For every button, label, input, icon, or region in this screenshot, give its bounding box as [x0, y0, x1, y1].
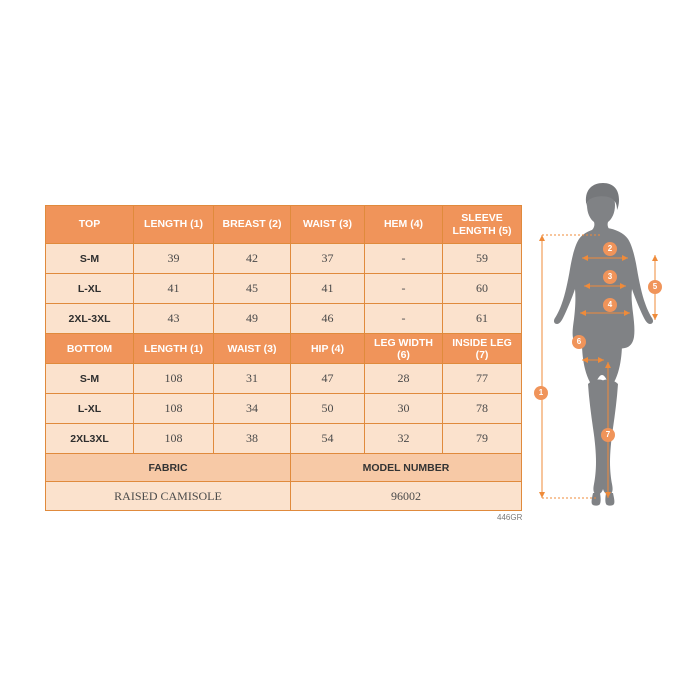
table-row: [46, 364, 522, 394]
cell-length: 108: [134, 364, 214, 394]
product-code: 446GR: [497, 513, 523, 522]
marker-badge-4: 4: [603, 298, 617, 312]
cell-breast: 45: [214, 274, 291, 304]
cell-leg-width: 28: [365, 364, 443, 394]
cell-waist: 41: [291, 274, 365, 304]
measurement-figure: [530, 180, 690, 530]
figure-svg: [530, 180, 690, 530]
cell-hip: 50: [291, 394, 365, 424]
cell-breast: 42: [214, 244, 291, 274]
header-cell-hem: HEM (4): [365, 206, 443, 244]
cell-waist: 31: [214, 364, 291, 394]
row-size-label: L-XL: [46, 394, 134, 424]
cell-sleeve: 59: [443, 244, 522, 274]
cell-waist: 37: [291, 244, 365, 274]
cell-hip: 54: [291, 424, 365, 454]
table-row: [46, 304, 522, 334]
cell-waist: 34: [214, 394, 291, 424]
header-cell-top: TOP: [46, 206, 134, 244]
header-cell-leg-width: LEG WIDTH (6): [365, 334, 443, 364]
cell-leg-width: 30: [365, 394, 443, 424]
cell-inside-leg: 79: [443, 424, 522, 454]
cell-waist: 46: [291, 304, 365, 334]
table-row: [46, 244, 522, 274]
header-cell-waist: WAIST (3): [214, 334, 291, 364]
cell-hem: -: [365, 304, 443, 334]
cell-length: 108: [134, 394, 214, 424]
header-cell-inside-leg: INSIDE LEG (7): [443, 334, 522, 364]
cell-hem: -: [365, 274, 443, 304]
table-row: [46, 394, 522, 424]
row-size-label: 2XL3XL: [46, 424, 134, 454]
marker-badge-5: 5: [648, 280, 662, 294]
footer-value-fabric: RAISED CAMISOLE: [46, 482, 291, 511]
table-footer-values: [46, 482, 522, 511]
table-row: [46, 274, 522, 304]
cell-inside-leg: 77: [443, 364, 522, 394]
cell-length: 41: [134, 274, 214, 304]
table-row: [46, 424, 522, 454]
row-size-label: S-M: [46, 244, 134, 274]
header-cell-length: LENGTH (1): [134, 206, 214, 244]
cell-length: 108: [134, 424, 214, 454]
marker-badge-1: 1: [534, 386, 548, 400]
header-cell-breast: BREAST (2): [214, 206, 291, 244]
header-cell-sleeve-length: SLEEVE LENGTH (5): [443, 206, 522, 244]
table-header-bottom: [46, 334, 522, 364]
table-footer-header: [46, 454, 522, 482]
footer-header-model-number: MODEL NUMBER: [291, 454, 522, 482]
marker-badge-7: 7: [601, 428, 615, 442]
cell-length: 39: [134, 244, 214, 274]
cell-sleeve: 60: [443, 274, 522, 304]
cell-hem: -: [365, 244, 443, 274]
row-size-label: L-XL: [46, 274, 134, 304]
cell-inside-leg: 78: [443, 394, 522, 424]
marker-badge-3: 3: [603, 270, 617, 284]
cell-hip: 47: [291, 364, 365, 394]
cell-leg-width: 32: [365, 424, 443, 454]
row-size-label: S-M: [46, 364, 134, 394]
footer-value-model-number: 96002: [291, 482, 522, 511]
cell-breast: 49: [214, 304, 291, 334]
header-cell-length: LENGTH (1): [134, 334, 214, 364]
header-cell-waist: WAIST (3): [291, 206, 365, 244]
cell-sleeve: 61: [443, 304, 522, 334]
marker-badge-2: 2: [603, 242, 617, 256]
footer-header-fabric: FABRIC: [46, 454, 291, 482]
size-chart-table: [45, 205, 522, 511]
row-size-label: 2XL-3XL: [46, 304, 134, 334]
body-silhouette: [554, 183, 653, 506]
header-cell-hip: HIP (4): [291, 334, 365, 364]
marker-badge-6: 6: [572, 335, 586, 349]
table-header-top: [46, 206, 522, 244]
cell-length: 43: [134, 304, 214, 334]
cell-waist: 38: [214, 424, 291, 454]
header-cell-bottom: BOTTOM: [46, 334, 134, 364]
